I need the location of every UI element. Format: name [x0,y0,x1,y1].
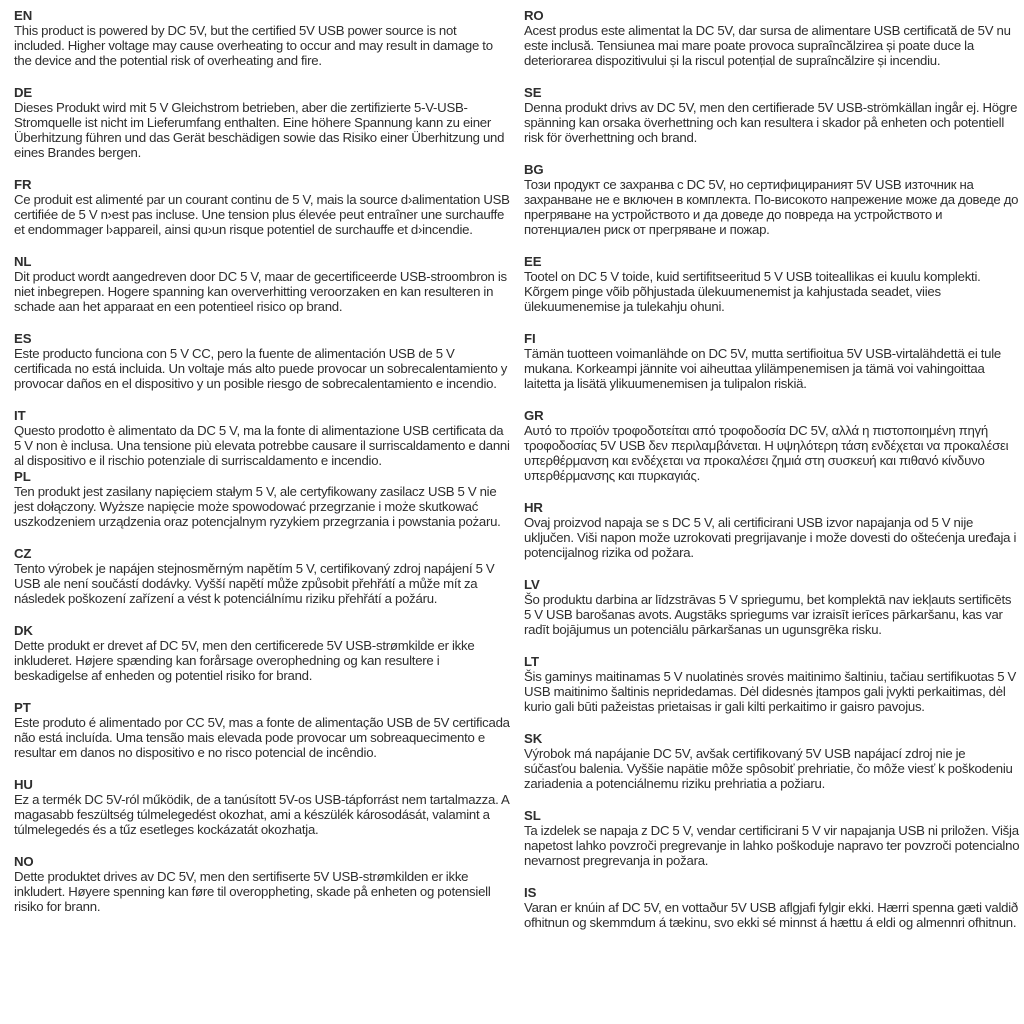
lang-section-cz [14,546,510,606]
lang-paragraph-lt: Šis gaminys maitinamas 5 V nuolatinės srovės maitinimo šaltiniu, tačiau sertifikuotas 5 V USB maitinimo šaltinis nepridedamas. Dėl didesnės įtampos gali įvykti perkaitimas, dėl kurio gali būti pažeistas prietaisas ir gali kilti perkaitimo ir gaisro pavojus. [524,669,1017,714]
lang-section-de [14,85,510,160]
lang-code-is: IS [524,885,537,900]
lang-paragraph-de: Dieses Produkt wird mit 5 V Gleichstrom betrieben, aber die zertifizierte 5-V-USB-Stromquelle ist nicht im Lieferumfang enthalten. Eine höhere Spannung kann zu einer Überhitzung führen und das Gerät beschädigen sowie das Risiko einer Überhitzung und eines Brandes bergen. [14,100,505,160]
lang-code-pl: PL [14,469,31,484]
lang-code-ee: EE [524,254,542,269]
lang-section-is [524,885,1020,930]
lang-paragraph-fi: Tämän tuotteen voimanlähde on DC 5V, mutta sertifioitua 5V USB-virtalähdettä ei tule mukana. Korkeampi jännite voi aiheuttaa ylilämpenemisen ja tämä voi vahingoittaa laitetta ja lisätä ylikuumenemisen ja tulipalon riskiä. [524,346,1001,391]
lang-paragraph-dk: Dette produkt er drevet af DC 5V, men den certificerede 5V USB-strømkilde er ikke inkluderet. Højere spænding kan forårsage overophedning og kan resultere i beskadigelse af enheden og potentiel risiko for brand. [14,638,475,683]
lang-section-pl [14,469,510,529]
lang-paragraph-sk: Výrobok má napájanie DC 5V, avšak certifikovaný 5V USB napájací zdroj nie je súčasťou balenia. Vyššie napätie môže spôsobiť prehriatie, čo môže viesť k poškodeniu zariadenia a potenciálnemu riziku prehriatia a požiaru. [524,746,1013,791]
lang-paragraph-en: This product is powered by DC 5V, but the certified 5V USB power source is not included. Higher voltage may cause overheating to occur and may result in damage to the device and the potential risk of overheating and fire. [14,23,493,68]
lang-section-it [14,408,510,468]
lang-code-fr: FR [14,177,32,192]
lang-paragraph-pl: Ten produkt jest zasilany napięciem stałym 5 V, ale certyfikowany zasilacz USB 5 V nie jest dołączony. Wyższe napięcie może spowodować przegrzanie i może skutkować uszkodzeniem urządzenia oraz potencjalnym ryzykiem przegrzania i powstania pożaru. [14,484,501,529]
left-column [14,8,510,1024]
lang-section-sl [524,808,1020,868]
lang-section-sk [524,731,1020,791]
lang-code-bg: BG [524,162,544,177]
lang-code-es: ES [14,331,32,346]
lang-paragraph-it: Questo prodotto è alimentato da DC 5 V, ma la fonte di alimentazione USB certificata da 5 V non è inclusa. Una tensione più elevata potrebbe causare il surriscaldamento e danni al dispositivo e il rischio potenziale di surriscaldamento e incendio. [14,423,510,468]
lang-section-nl [14,254,510,314]
lang-code-gr: GR [524,408,544,423]
lang-code-ro: RO [524,8,544,23]
lang-paragraph-pt: Este produto é alimentado por CC 5V, mas a fonte de alimentação USB de 5V certificada não está incluída. Uma tensão mais elevada pode provocar um sobreaquecimento e resultar em danos no dispositivo e no risco potencial de incêndio. [14,715,510,760]
lang-paragraph-se: Denna produkt drivs av DC 5V, men den certifierade 5V USB-strömkällan ingår ej. Högre spänning kan orsaka överhettning och kan resultera i skador på enheten och potentiell risk för överhettning och brand. [524,100,1018,145]
lang-code-nl: NL [14,254,32,269]
lang-section-se [524,85,1020,145]
lang-paragraph-bg: Този продукт се захранва с DC 5V, но сертифицираният 5V USB източник на захранване не е включен в комплекта. По-високото напрежение може да доведе до прегряване на устройството и да доведе до повреда на устройството и потенциален риск от прегряване и пожар. [524,177,1019,237]
lang-section-lt [524,654,1020,714]
lang-code-pt: PT [14,700,31,715]
lang-code-it: IT [14,408,26,423]
lang-code-fi: FI [524,331,536,346]
lang-section-en [14,8,510,68]
lang-section-lv [524,577,1020,637]
lang-code-no: NO [14,854,34,869]
lang-paragraph-nl: Dit product wordt aangedreven door DC 5 V, maar de gecertificeerde USB-stroombron is niet inbegrepen. Hogere spanning kan oververhitting veroorzaken en kan resulteren in schade aan het apparaat en een potentieel risico op brand. [14,269,507,314]
lang-section-hu [14,777,510,837]
lang-code-sk: SK [524,731,543,746]
right-column [524,8,1020,1024]
lang-section-fr [14,177,510,237]
lang-section-es [14,331,510,391]
lang-paragraph-fr: Ce produit est alimenté par un courant continu de 5 V, mais la source d›alimentation USB certifiée de 5 V n›est pas incluse. Une tension plus élevée peut entraîner une surchauffe et endommager l›appareil, ainsi qu›un risque potentiel de surchauffe et d›incendie. [14,192,510,237]
lang-code-de: DE [14,85,33,100]
lang-paragraph-ee: Tootel on DC 5 V toide, kuid sertifitseeritud 5 V USB toiteallikas ei kuulu komplekti. Kõrgem pinge võib põhjustada ülekuumenemist ja kahjustada seadet, viies ülekuumenemise ja tulekahju ohuni. [524,269,981,314]
lang-paragraph-no: Dette produktet drives av DC 5V, men den sertifiserte 5V USB-strømkilden er ikke inkludert. Høyere spenning kan føre til overoppheting, skade på enheten og potensiell risiko for brann. [14,869,491,914]
lang-paragraph-cz: Tento výrobek je napájen stejnosměrným napětím 5 V, certifikovaný zdroj napájení 5 V USB ale není součástí dodávky. Vyšší napětí může způsobit přehřátí a může mít za následek poškození zařízení a vést k potenciálnímu riziku přehřátí a požáru. [14,561,495,606]
lang-code-lv: LV [524,577,540,592]
lang-code-hu: HU [14,777,33,792]
lang-paragraph-ro: Acest produs este alimentat la DC 5V, dar sursa de alimentare USB certificată de 5V nu este inclusă. Tensiunea mai mare poate provoca supraîncălzirea și poate duce la deteriorarea dispozitivului și la riscul potențial de supraîncălzire și incendiu. [524,23,1011,68]
lang-section-fi [524,331,1020,391]
lang-section-pt [14,700,510,760]
lang-section-gr [524,408,1020,483]
lang-section-bg [524,162,1020,237]
lang-section-ee [524,254,1020,314]
lang-code-hr: HR [524,500,543,515]
lang-code-lt: LT [524,654,539,669]
lang-code-en: EN [14,8,33,23]
lang-paragraph-hu: Ez a termék DC 5V-ról működik, de a tanúsított 5V-os USB-tápforrást nem tartalmazza. A magasabb feszültség túlmelegedést okozhat, ami a készülék károsodását, valamint a túlmelegedés és a tűz esetleges kockázatát okozhatja. [14,792,509,837]
lang-section-no [14,854,510,914]
lang-section-dk [14,623,510,683]
lang-code-cz: CZ [14,546,32,561]
lang-code-dk: DK [14,623,33,638]
lang-paragraph-is: Varan er knúin af DC 5V, en vottaður 5V USB aflgjafi fylgir ekki. Hærri spenna gæti valdið ofhitnun og skemmdum á tækinu, svo ekki sé minnst á hættu á eldi og almennri ofhitnun. [524,900,1018,930]
lang-section-ro [524,8,1020,68]
lang-paragraph-es: Este producto funciona con 5 V CC, pero la fuente de alimentación USB de 5 V certificada no está incluida. Un voltaje más alto puede provocar un sobrecalentamiento y provocar daños en el dispositivo y un posible riesgo de sobrecalentamiento e incendio. [14,346,508,391]
lang-code-se: SE [524,85,542,100]
lang-paragraph-sl: Ta izdelek se napaja z DC 5 V, vendar certificirani 5 V vir napajanja USB ni priložen. Višja napetost lahko povzroči pregrevanje in lahko poškoduje napravo ter povzroči potencialno nevarnost pregrevanja in požara. [524,823,1020,868]
lang-paragraph-gr: Αυτό το προϊόν τροφοδοτείται από τροφοδοσία DC 5V, αλλά η πιστοποιημένη πηγή τροφοδοσίας 5V USB δεν περιλαμβάνεται. Η υψηλότερη τάση ενδέχεται να προκαλέσει υπερθέρμανση και ενδέχεται να προκαλέσει ζημιά στη συσκευή και πιθανό κίνδυνο υπερθέρμανσης και πυρκαγιάς. [524,423,1009,483]
lang-code-sl: SL [524,808,541,823]
lang-section-hr [524,500,1020,560]
lang-paragraph-lv: Šo produktu darbina ar līdzstrāvas 5 V spriegumu, bet komplektā nav iekļauts sertificēts 5 V USB barošanas avots. Augstāks spriegums var izraisīt ierīces pārkaršanu, kas var radīt bojājumus un potenciālu pārkaršanas un ugunsgrēka risku. [524,592,1012,637]
lang-paragraph-hr: Ovaj proizvod napaja se s DC 5 V, ali certificirani USB izvor napajanja od 5 V nije uključen. Viši napon može uzrokovati pregrijavanje i može dovesti do oštećenja uređaja i potencijalnog rizika od požara. [524,515,1017,560]
